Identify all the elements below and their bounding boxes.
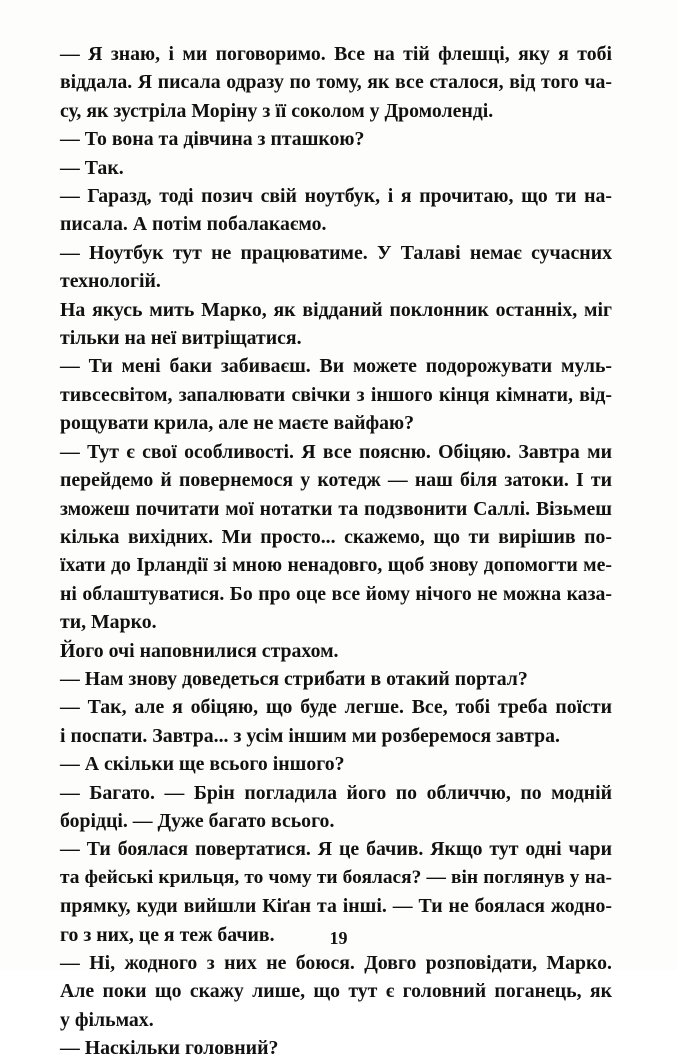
text-line: — Багато. — Брін погладила його по обличчю, по модній (60, 781, 612, 804)
text-line: писала. А потім побалакаємо. (60, 213, 327, 236)
paragraph (60, 750, 612, 778)
page-number: 19 (329, 928, 348, 948)
text-line: — Ноутбук тут не працюватиме. У Талаві немає сучасних (60, 241, 612, 264)
paragraph (60, 693, 612, 750)
text-line: зможеш почитати мої нотатки та подзвонити Саллі. Візьмеш (60, 497, 612, 520)
text-line: тивсесвітом, запалювати свічки з іншого кінця кімнати, від- (60, 383, 612, 406)
text-line: технологій. (60, 270, 161, 293)
text-line: рощувати крила, але не маєте вайфаю? (60, 412, 415, 435)
text-line: — Нам знову доведеться стрибати в отакий портал? (60, 667, 528, 690)
paragraph (60, 352, 612, 437)
text-line: — Я знаю, і ми поговоримо. Все на тій флешці, яку я тобі (60, 43, 612, 65)
text-line: тільки на неї витріщатися. (60, 327, 302, 350)
text-line: Його очі наповнилися страхом. (60, 639, 339, 662)
paragraph (60, 40, 612, 125)
text-line: — Ти боялася повертатися. Я це бачив. Якщо тут одні чари (60, 838, 612, 861)
text-line: — Наскільки головний? (60, 1037, 279, 1060)
paragraph (60, 296, 612, 353)
text-line: ні облаштуватися. Бо про оце все йому нічого не можна каза- (60, 582, 612, 605)
paragraph (60, 1034, 612, 1062)
text-line: — Гаразд, тоді позич свій ноутбук, і я прочитаю, що ти на- (60, 185, 612, 208)
text-line: їхати до Ірландії зі мною ненадовго, щоб знову допомогти ме- (60, 554, 612, 577)
text-line: — Тут є свої особливості. Я все поясню. Обіцяю. Завтра ми (60, 440, 612, 463)
page-body-text (60, 40, 612, 1063)
text-line: та фейські крильця, то чому ти боялася? — він поглянув у на- (60, 866, 612, 888)
text-line: ти, Марко. (60, 611, 157, 634)
text-line: перейдемо й повернемося у котедж — наш біля затоки. І ти (60, 469, 612, 492)
paragraph (60, 154, 612, 182)
text-line: На якусь мить Марко, як відданий поклонник останніх, міг (60, 298, 612, 321)
paragraph (60, 125, 612, 153)
text-line: і поспати. Завтра... з усім іншим ми розберемося завтра. (60, 724, 560, 747)
paragraph (60, 665, 612, 693)
text-line: — Ти мені баки забиваєш. Ви можете подорожувати муль- (60, 355, 612, 378)
paragraph (60, 182, 612, 239)
text-line: — Так. (60, 156, 124, 179)
paragraph (60, 637, 612, 665)
paragraph (60, 949, 612, 1034)
paragraph (60, 779, 612, 836)
text-line: — А скільки ще всього іншого? (60, 753, 345, 776)
text-line: су, як зустріла Моріну з її соколом у Дромоленді. (60, 99, 494, 122)
text-line: віддала. Я писала одразу по тому, як все сталося, від того ча- (60, 71, 612, 94)
text-line: го з них, це я теж бачив. (60, 923, 275, 946)
text-line: прямку, куди вийшли Кіґан та інші. — Ти не боялася жодно- (60, 895, 612, 918)
text-line: кілька вихідних. Ми просто... скажемо, що ти вирішив по- (60, 525, 612, 548)
text-line: — То вона та дівчина з пташкою? (60, 128, 365, 151)
text-line: Але поки що скажу лише, що тут є головний поганець, як (60, 980, 612, 1003)
paragraph (60, 239, 612, 296)
text-line: у фільмах. (60, 1008, 154, 1031)
text-line: борідці. — Дуже багато всього. (60, 809, 335, 832)
text-line: — Так, але я обіцяю, що буде легше. Все, тобі треба поїсти (60, 696, 612, 719)
text-line: — Ні, жодного з них не боюся. Довго розповідати, Марко. (60, 952, 612, 974)
paragraph (60, 438, 612, 637)
